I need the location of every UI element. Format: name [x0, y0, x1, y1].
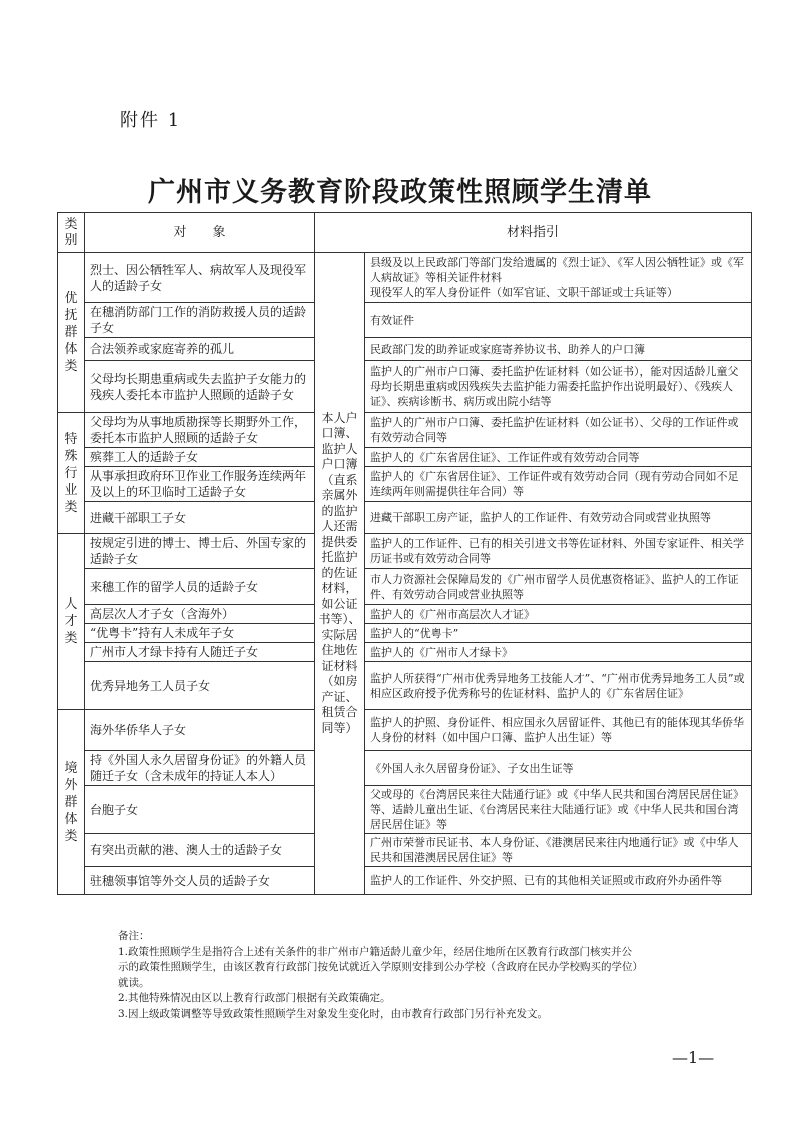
materials-cell: 广州市荣誉市民证书、本人身份证、《港澳居民来往内地通行证》或《中华人民共和国港澳居民居住证》等 [365, 834, 752, 867]
target-cell: 在穗消防部门工作的消防救援人员的适龄子女 [85, 303, 315, 338]
target-cell: 广州市人才绿卡持有人随迁子女 [85, 643, 315, 662]
target-cell: 来穗工作的留学人员的适龄子女 [85, 569, 315, 605]
policy-table [57, 212, 752, 895]
target-cell: 持《外国人永久居留身份证》的外籍人员随迁子女（含未成年的持证人本人） [85, 751, 315, 786]
materials-cell: 进藏干部职工房产证，监护人的工作证件、有效劳动合同或营业执照等 [365, 502, 752, 534]
table-row [58, 303, 752, 338]
table-row [58, 662, 752, 710]
header-target: 对 象 [85, 213, 315, 253]
materials-cell: 监护人的《广东省居住证》、工作证件或有效劳动合同等 [365, 448, 752, 467]
materials-cell: 监护人的广州市户口簿、委托监护佐证材料（如公证书）、父母的工作证件或有效劳动合同等 [365, 413, 752, 448]
header-category: 类别 [58, 213, 85, 253]
table-body [58, 253, 752, 895]
materials-cell: 监护人的《广东省居住证》、工作证件或有效劳动合同（现有劳动合同如不足连续两年则需提供往年合同）等 [365, 467, 752, 502]
table-row [58, 867, 752, 895]
table-row [58, 448, 752, 467]
table-row [58, 834, 752, 867]
materials-cell: 监护人的护照、身份证件、相应国永久居留证件、其他已有的能体现其华侨华人身份的材料（如中国户口簿、监护人出生证）等 [365, 710, 752, 751]
note-item: 2.其他特殊情况由区以上教育行政部门根据有关政策确定。 [118, 992, 391, 1004]
table-row [58, 253, 752, 303]
target-cell: 优秀异地务工人员子女 [85, 662, 315, 710]
target-cell: 合法领养或家庭寄养的孤儿 [85, 338, 315, 361]
materials-cell: 监护人的《广州市高层次人才证》 [365, 605, 752, 624]
table-row [58, 569, 752, 605]
table-row [58, 361, 752, 413]
materials-cell: 有效证件 [365, 303, 752, 338]
materials-cell: 监护人的工作证件、已有的相关引进文书等佐证材料、外国专家证件、相关学历证书或有效劳动合同等 [365, 534, 752, 569]
notes-heading: 备注： [118, 930, 150, 942]
target-cell: 从事承担政府环卫作业工作服务连续两年及以上的环卫临时工适龄子女 [85, 467, 315, 502]
table-row [58, 413, 752, 448]
target-cell: “优粤卡”持有人未成年子女 [85, 624, 315, 643]
table-row [58, 467, 752, 502]
table-row [58, 534, 752, 569]
target-cell: 高层次人才子女（含海外） [85, 605, 315, 624]
materials-cell: 监护人的广州市户口簿、委托监护佐证材料（如公证书），能对因适龄儿童父母均长期患重病或因残疾失去监护能力需委托监护作出说明最好）、《残疾人证》、疾病诊断书、病历或出院小结等 [365, 361, 752, 413]
target-cell: 驻穗领事馆等外交人员的适龄子女 [85, 867, 315, 895]
category-cell: 人才类 [58, 534, 85, 710]
materials-cell: 市人力资源社会保障局发的《广州市留学人员优惠资格证》、监护人的工作证件、有效劳动合同或营业执照等 [365, 569, 752, 605]
target-cell: 父母均为从事地质勘探等长期野外工作，委托本市监护人照顾的适龄子女 [85, 413, 315, 448]
table-row [58, 338, 752, 361]
target-cell: 台胞子女 [85, 786, 315, 834]
category-cell: 特殊行业类 [58, 413, 85, 534]
category-cell: 境外群体类 [58, 710, 85, 895]
notes [118, 929, 638, 1022]
table-row [58, 643, 752, 662]
target-cell: 进藏干部职工子女 [85, 502, 315, 534]
target-cell: 海外华侨华人子女 [85, 710, 315, 751]
note-item: 1.政策性照顾学生是指符合上述有关条件的非广州市户籍适龄儿童少年，经居住地所在区教育行政部门核实并公示的政策性照顾学生，由该区教育行政部门按免试就近入学原则安排到公办学校（含政府在民办学校购买的学位）就读。 [118, 945, 638, 989]
header-materials: 材料指引 [315, 213, 752, 253]
table-row [58, 624, 752, 643]
table-row [58, 502, 752, 534]
materials-cell: 父或母的《台湾居民来往大陆通行证》或《中华人民共和国台湾居民居住证》等、适龄儿童出生证、《台湾居民来往大陆通行证》或《中华人民共和国台湾居民居住证》等 [365, 786, 752, 834]
target-cell: 按规定引进的博士、博士后、外国专家的适龄子女 [85, 534, 315, 569]
target-cell: 父母均长期患重病或失去监护子女能力的残疾人委托本市监护人照顾的适龄子女 [85, 361, 315, 413]
page-number: —1— [672, 1048, 715, 1067]
materials-cell: 监护人的《广州市人才绿卡》 [365, 643, 752, 662]
note-item: 3.因上级政策调整等导致政策性照顾学生对象发生变化时，由市教育行政部门另行补充发文。 [118, 1007, 549, 1020]
table-row [58, 786, 752, 834]
table-row [58, 605, 752, 624]
materials-cell: 《外国人永久居留身份证》、子女出生证等 [365, 751, 752, 786]
table-row [58, 751, 752, 786]
target-cell: 殡葬工人的适龄子女 [85, 448, 315, 467]
target-cell: 烈士、因公牺牲军人、病故军人及现役军人的适龄子女 [85, 253, 315, 303]
attachment-label: 附件 1 [120, 110, 182, 131]
materials-cell: 监护人的“优粤卡” [365, 624, 752, 643]
materials-cell: 监护人的工作证件、外交护照、已有的其他相关证照或市政府外办函件等 [365, 867, 752, 895]
page-title: 广州市义务教育阶段政策性照顾学生清单 [148, 177, 652, 208]
materials-cell: 监护人所获得“广州市优秀异地务工技能人才”、“广州市优秀异地务工人员”或相应区政府授予优秀称号的佐证材料、监护人的《广东省居住证》 [365, 662, 752, 710]
target-cell: 有突出贡献的港、澳人士的适龄子女 [85, 834, 315, 867]
table-row [58, 710, 752, 751]
materials-cell: 民政部门发的助养证或家庭寄养协议书、助养人的户口簿 [365, 338, 752, 361]
common-materials-cell: 本人户口簿、监护人户口簿（直系亲属外的监护人还需提供委托监护的佐证材料，如公证书等）、实际居住地佐证材料（如房产证、租赁合同等） [315, 253, 365, 895]
materials-cell: 县级及以上民政部门等部门发给遗属的《烈士证》、《军人因公牺牲证》或《军人病故证》等相关证件材料 现役军人的军人身份证件（如军官证、文职干部证或士兵证等） [365, 253, 752, 303]
category-cell: 优抚群体类 [58, 253, 85, 413]
